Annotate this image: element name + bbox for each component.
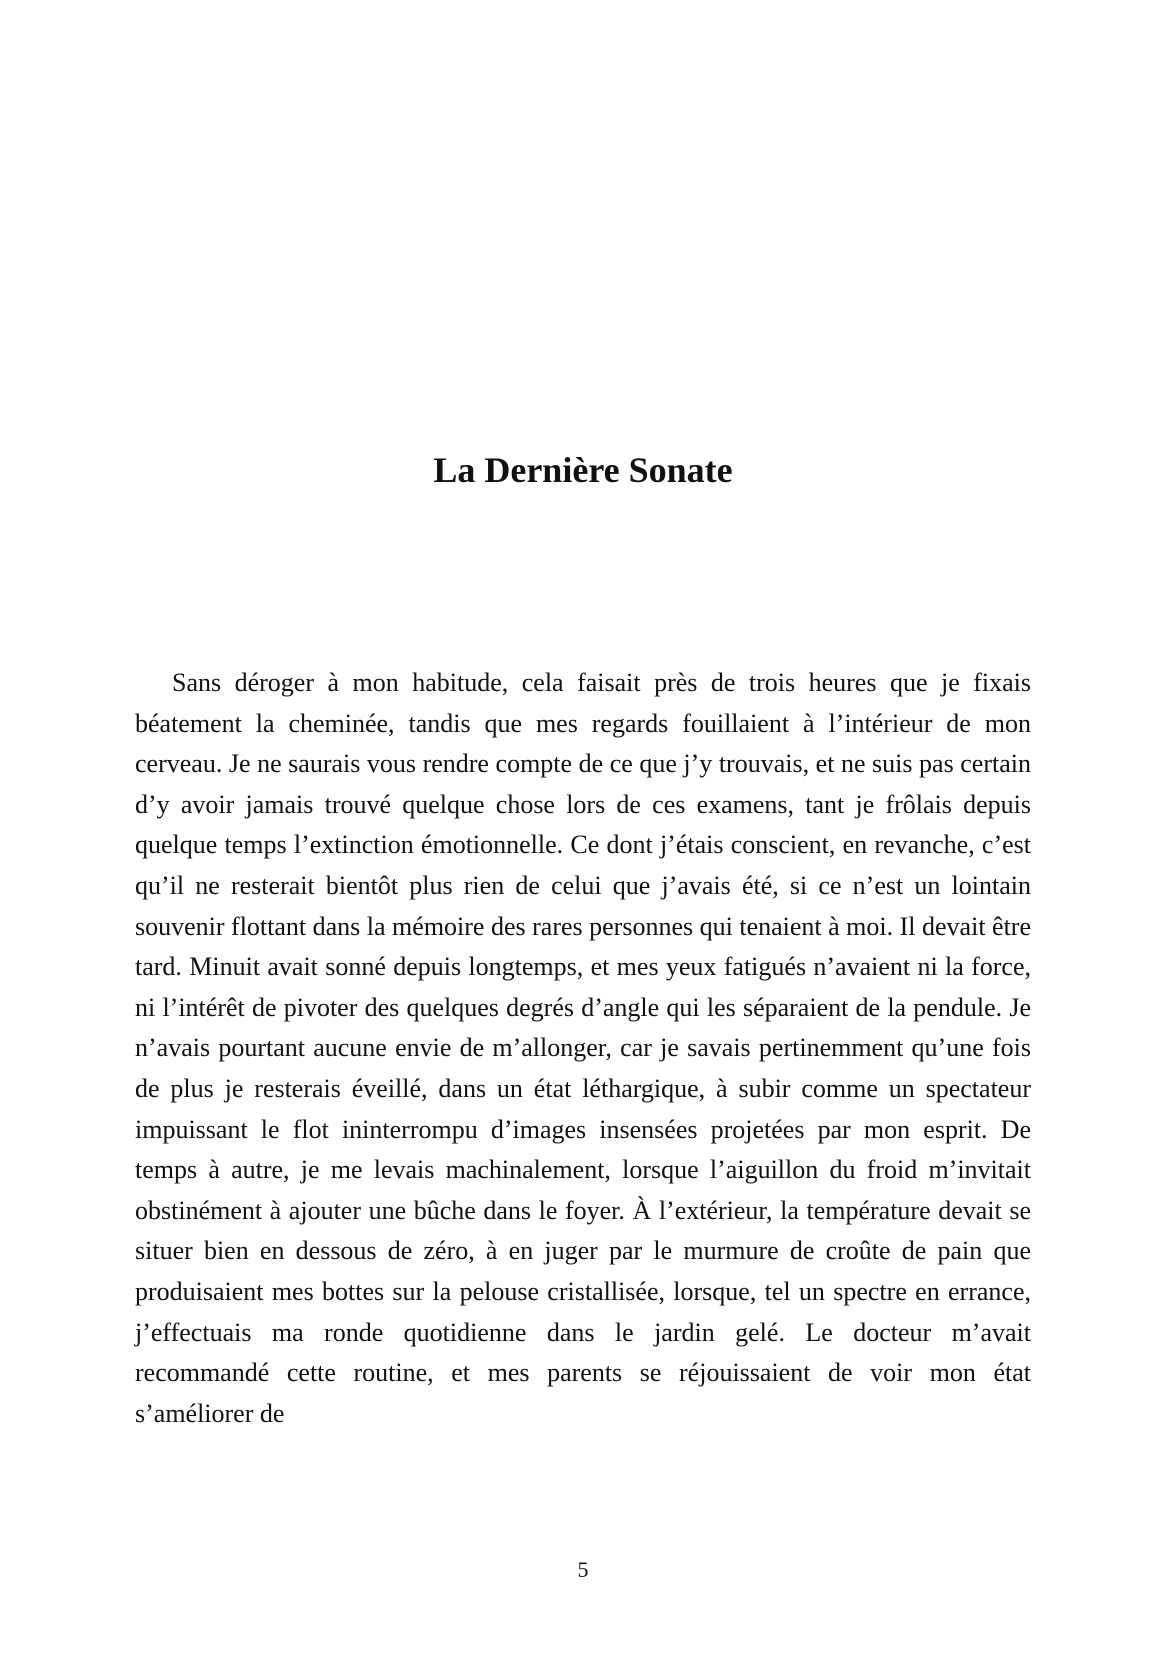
page-number: 5 <box>577 1557 589 1582</box>
chapter-title: La Dernière Sonate <box>433 450 733 490</box>
body-paragraph: Sans déroger à mon habitude, cela faisait près de trois heures que je fixais béatement la cheminée, tandis que mes regards fouillaient à l’intérieur de mon cerveau. Je ne saurais vous rendre compte de ce que j’y trouvais, et ne suis pas certain d’y avoir jamais trouvé quelque chose lors de ces examens, tant je frôlais depuis quelque temps l’extinction émotionnelle. Ce dont j’étais conscient, en revanche, c’est qu’il ne resterait bientôt plus rien de celui que j’avais été, si ce n’est un lointain souvenir flottant dans la mémoire des rares personnes qui tenaient à moi. Il devait être tard. Minuit avait sonné depuis longtemps, et mes yeux fatigués n’avaient ni la force, ni l’intérêt de pivoter des quelques degrés d’angle qui les séparaient de la pendule. Je n’avais pourtant aucune envie de m’allonger, car je savais pertinemment qu’une fois de plus je resterais éveillé, dans un état léthargique, à subir comme un spectateur impuissant le flot ininterrompu d’images insensées projetées par mon esprit. De temps à autre, je me levais machinalement, lorsque l’aiguillon du froid m’invitait obstinément à ajouter une bûche dans le foyer. À l’extérieur, la température devait se situer bien en dessous de zéro, à en juger par le murmure de croûte de pain que produisaient mes bottes sur la pelouse cristallisée, lorsque, tel un spectre en errance, j’effectuais ma ronde quotidienne dans le jardin gelé. Le docteur m’avait recommandé cette routine, et mes parents se réjouissaient de voir mon état s’améliorer de <box>135 668 1031 1428</box>
